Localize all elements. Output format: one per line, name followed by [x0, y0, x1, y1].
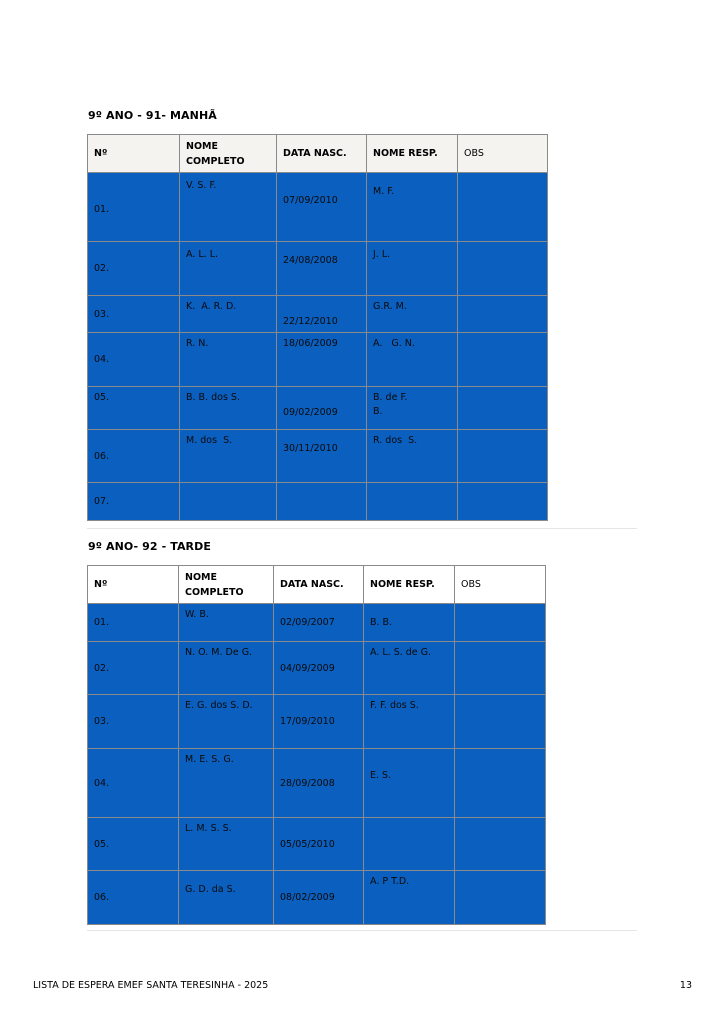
cell-resp [364, 695, 455, 749]
cell-obs [458, 173, 548, 242]
cell-data [274, 749, 364, 818]
cell-text: 24/08/2008 [283, 255, 338, 266]
cell-text: 05. [94, 839, 110, 850]
cell-n [88, 818, 179, 871]
cell-obs [458, 483, 548, 521]
cell-text: R. N. [186, 338, 209, 349]
cell-n [88, 296, 180, 333]
cell-text: W. B. [185, 609, 209, 620]
section-title-91: 9º ANO - 91- MANHÃ [88, 109, 217, 122]
table-row [88, 604, 546, 642]
cell-n [88, 871, 179, 925]
cell-text: 05/05/2010 [280, 839, 335, 850]
cell-text: 06. [94, 451, 110, 462]
header-birthdate: DATA NASC. [274, 566, 364, 604]
cell-text: 05. [94, 392, 110, 403]
cell-text: 30/11/2010 [283, 443, 338, 454]
cell-resp [364, 871, 455, 925]
cell-obs [458, 242, 548, 296]
cell-text: A. P T.D. [370, 876, 410, 887]
page-number: 13 [679, 980, 692, 991]
cell-text: 06. [94, 892, 110, 903]
cell-nome [179, 818, 274, 871]
cell-text: 01. [94, 617, 110, 628]
cell-text: B. B. dos S. [186, 392, 240, 403]
header-birthdate: DATA NASC. [277, 135, 367, 173]
table-row [88, 242, 548, 296]
cell-text: 28/09/2008 [280, 778, 335, 789]
cell-data [274, 871, 364, 925]
cell-n [88, 387, 180, 430]
cell-text: G. D. da S. [185, 884, 236, 895]
table-row [88, 296, 548, 333]
cell-resp [364, 749, 455, 818]
table-row [88, 695, 546, 749]
cell-nome [180, 296, 277, 333]
header-name-label: NOME COMPLETO [185, 571, 244, 598]
cell-obs [455, 871, 546, 925]
cell-text: J. L. [373, 249, 391, 260]
cell-obs [458, 333, 548, 387]
cell-data [277, 387, 367, 430]
table-row [88, 387, 548, 430]
table-row [88, 642, 546, 695]
cell-nome [179, 749, 274, 818]
cell-resp [367, 483, 458, 521]
cell-text: B. de F. B. [373, 392, 408, 417]
cell-text: M. dos S. [186, 435, 233, 446]
cell-text: A. L. L. [186, 249, 219, 260]
cell-text: V. S. F. [186, 180, 217, 191]
cell-n [88, 604, 179, 642]
waiting-list-table-91 [87, 134, 548, 521]
cell-n [88, 242, 180, 296]
cell-text: A. G. N. [373, 338, 415, 349]
header-obs: OBS [455, 566, 546, 604]
cell-text: 07/09/2010 [283, 195, 338, 206]
table-row [88, 483, 548, 521]
section-title-92: 9º ANO- 92 - TARDE [88, 540, 211, 553]
cell-obs [455, 604, 546, 642]
cell-n [88, 430, 180, 483]
cell-text: 04. [94, 778, 110, 789]
cell-text: 03. [94, 309, 110, 320]
cell-resp [364, 642, 455, 695]
cell-text: M. E. S. G. [185, 754, 234, 765]
cell-obs [455, 818, 546, 871]
cell-obs [458, 387, 548, 430]
cell-resp [367, 296, 458, 333]
cell-text: A. L. S. de G. [370, 647, 432, 658]
cell-text: 22/12/2010 [283, 316, 338, 327]
cell-n [88, 173, 180, 242]
cell-text: 09/02/2009 [283, 407, 338, 418]
table-row [88, 818, 546, 871]
cell-text: 04. [94, 354, 110, 365]
header-name [179, 566, 274, 604]
cell-text: 04/09/2009 [280, 663, 335, 674]
cell-resp [367, 333, 458, 387]
header-obs: OBS [458, 135, 548, 173]
cell-text: G.R. M. [373, 301, 407, 312]
cell-text: E. S. [370, 770, 392, 781]
header-number: Nº [88, 135, 180, 173]
cell-text: K. A. R. D. [186, 301, 237, 312]
cell-n [88, 333, 180, 387]
cell-data [274, 695, 364, 749]
cell-resp [367, 242, 458, 296]
cell-text: 02. [94, 263, 110, 274]
cell-text: 02/09/2007 [280, 617, 335, 628]
cell-n [88, 642, 179, 695]
cell-text: 18/06/2009 [283, 338, 338, 349]
header-name [180, 135, 277, 173]
table-row [88, 173, 548, 242]
cell-text: 17/09/2010 [280, 716, 335, 727]
cell-nome [179, 604, 274, 642]
cell-resp [367, 173, 458, 242]
cell-resp [367, 387, 458, 430]
cell-data [277, 333, 367, 387]
header-guardian: NOME RESP. [367, 135, 458, 173]
cell-nome [179, 695, 274, 749]
table-row [88, 333, 548, 387]
cell-nome [179, 642, 274, 695]
cell-text: 01. [94, 204, 110, 215]
cell-text: 08/02/2009 [280, 892, 335, 903]
cell-resp [364, 604, 455, 642]
cell-data [274, 642, 364, 695]
cell-text: L. M. S. S. [185, 823, 232, 834]
header-number: Nº [88, 566, 179, 604]
footer-title: LISTA DE ESPERA EMEF SANTA TERESINHA - 2025 [33, 980, 269, 991]
cell-nome [180, 483, 277, 521]
cell-data [274, 604, 364, 642]
cell-resp [364, 818, 455, 871]
waiting-list-table-92 [87, 565, 546, 925]
cell-text: M. F. [373, 186, 395, 197]
section-divider [87, 528, 637, 529]
cell-nome [180, 242, 277, 296]
cell-resp [367, 430, 458, 483]
cell-data [277, 173, 367, 242]
cell-obs [458, 430, 548, 483]
cell-text: N. O. M. De G. [185, 647, 253, 658]
cell-text: E. G. dos S. D. [185, 700, 253, 711]
cell-obs [455, 642, 546, 695]
cell-data [277, 242, 367, 296]
cell-obs [455, 695, 546, 749]
cell-n [88, 695, 179, 749]
cell-text: 07. [94, 496, 110, 507]
cell-data [274, 818, 364, 871]
cell-data [277, 296, 367, 333]
cell-data [277, 483, 367, 521]
cell-text: F. F. dos S. [370, 700, 419, 711]
cell-text: 02. [94, 663, 110, 674]
cell-text: B. B. [370, 617, 393, 628]
cell-obs [458, 296, 548, 333]
table-row [88, 749, 546, 818]
header-guardian: NOME RESP. [364, 566, 455, 604]
section-divider [87, 930, 637, 931]
cell-text: R. dos S. [373, 435, 418, 446]
cell-n [88, 483, 180, 521]
table-row [88, 430, 548, 483]
table-row [88, 871, 546, 925]
cell-data [277, 430, 367, 483]
cell-text: 03. [94, 716, 110, 727]
cell-nome [180, 173, 277, 242]
cell-obs [455, 749, 546, 818]
cell-nome [180, 387, 277, 430]
cell-nome [180, 333, 277, 387]
cell-n [88, 749, 179, 818]
header-name-label: NOME COMPLETO [186, 140, 245, 167]
cell-nome [179, 871, 274, 925]
cell-nome [180, 430, 277, 483]
